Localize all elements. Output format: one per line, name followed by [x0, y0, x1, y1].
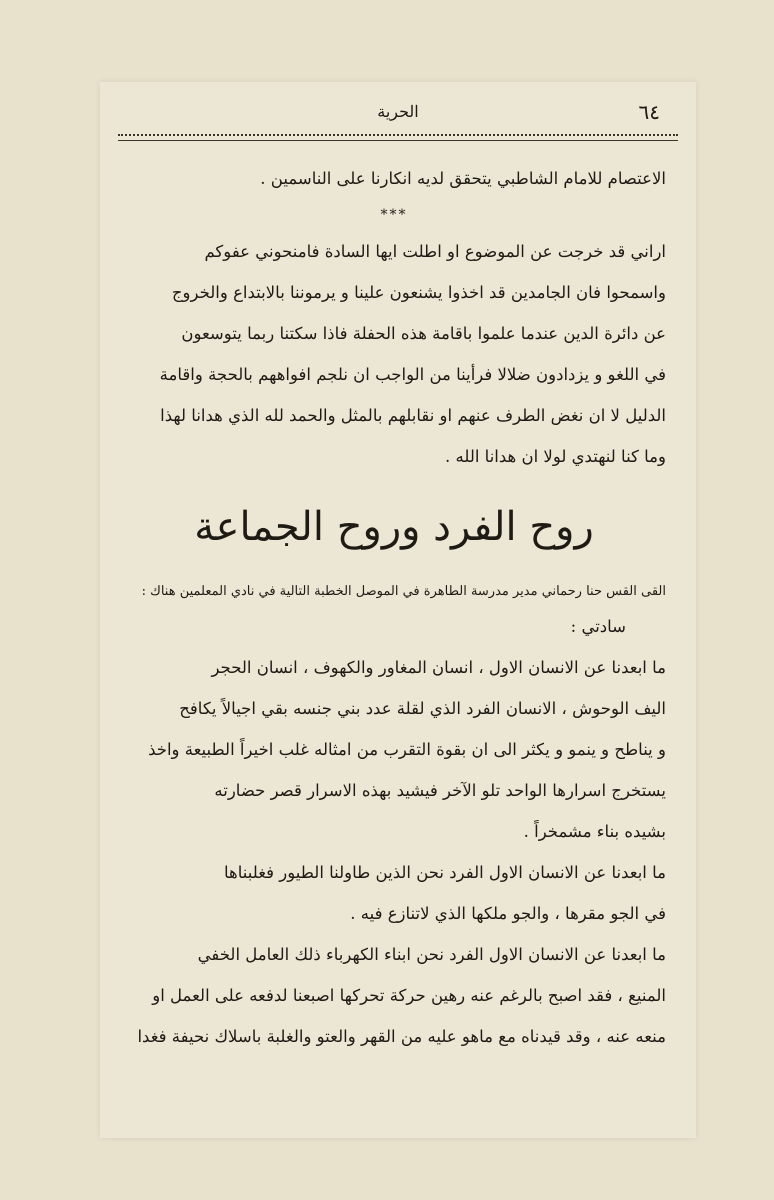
text-line: منعه عنه ، وقد قيدناه مع ماهو عليه من القهر والعتو والغلبة باسلاك نحيفة فغدا: [137, 1027, 666, 1046]
text-line: الدليل لا ان نغض الطرف عنهم او نقابلهم بالمثل والحمد لله الذي هدانا لهذا: [160, 406, 666, 425]
text-line: عن دائرة الدين عندما علموا باقامة هذه الحفلة فاذا سكتنا ربما يتوسعون: [181, 324, 666, 343]
text-line: الاعتصام للامام الشاطبي يتحقق لديه انكارنا على الناسمين .: [260, 169, 666, 188]
text-line: اليف الوحوش ، الانسان الفرد الذي لقلة عدد بني جنسه بقي اجيالاً يكافح: [179, 699, 666, 718]
text-line: في اللغو و يزدادون ضلالا فرأينا من الواجب ان نلجم افواههم بالحجة واقامة: [159, 365, 666, 384]
text-line: ما ابعدنا عن الانسان الاول الفرد نحن الذين طاولنا الطيور فغلبناها: [224, 863, 666, 882]
paragraph-electricity: [122, 934, 666, 1057]
section-separator: ***: [380, 207, 408, 223]
book-page: [100, 82, 696, 1138]
page-header: [100, 100, 696, 130]
text-line: في الجو مقرها ، والجو ملكها الذي لاتنازع فيه .: [350, 904, 666, 923]
text-line: اراني قد خرجت عن الموضوع او اطلت ايها السادة فامنحوني عفوكم: [204, 242, 666, 261]
paragraph-birds: [122, 852, 666, 934]
section-title: روح الفرد وروح الجماعة: [194, 504, 594, 550]
text-line: يستخرج اسرارها الواحد تلو الآخر فيشيد بهذه الاسرار قصر حضارته: [214, 781, 666, 800]
salutation: سادتي :: [570, 617, 626, 636]
text-line: و يناطح و ينمو و يكثر الى ان بقوة التقرب من امثاله غلب اخيراً الطبيعة واخذ: [148, 740, 666, 759]
running-title: الحرية: [377, 102, 419, 121]
intro-line: القى القس حنا رحماني مدير مدرسة الطاهرة في الموصل الخطبة التالية في نادي المعلمين هناك :: [141, 584, 666, 599]
header-rule: [118, 134, 678, 141]
page-body: [122, 158, 666, 1057]
text-line: ما ابعدنا عن الانسان الاول ، انسان المغاور والكهوف ، انسان الحجر: [211, 658, 666, 677]
paragraph-closing: [122, 231, 666, 477]
page-number: ٦٤: [638, 100, 660, 124]
text-line: ما ابعدنا عن الانسان الاول الفرد نحن ابناء الكهرباء ذلك العامل الخفي: [197, 945, 666, 964]
text-line: واسمحوا فان الجامدين قد اخذوا يشنعون علينا و يرموننا بالابتداع والخروج: [171, 283, 666, 302]
text-line: المنيع ، فقد اصبح بالرغم عنه رهين حركة تحركها اصبعنا لدفعه على العمل او: [152, 986, 666, 1005]
text-line: بشيده بناء مشمخراً .: [523, 822, 666, 841]
paragraph-first-man: [122, 647, 666, 852]
text-line: وما كنا لنهتدي لولا ان هدانا الله .: [445, 447, 666, 466]
